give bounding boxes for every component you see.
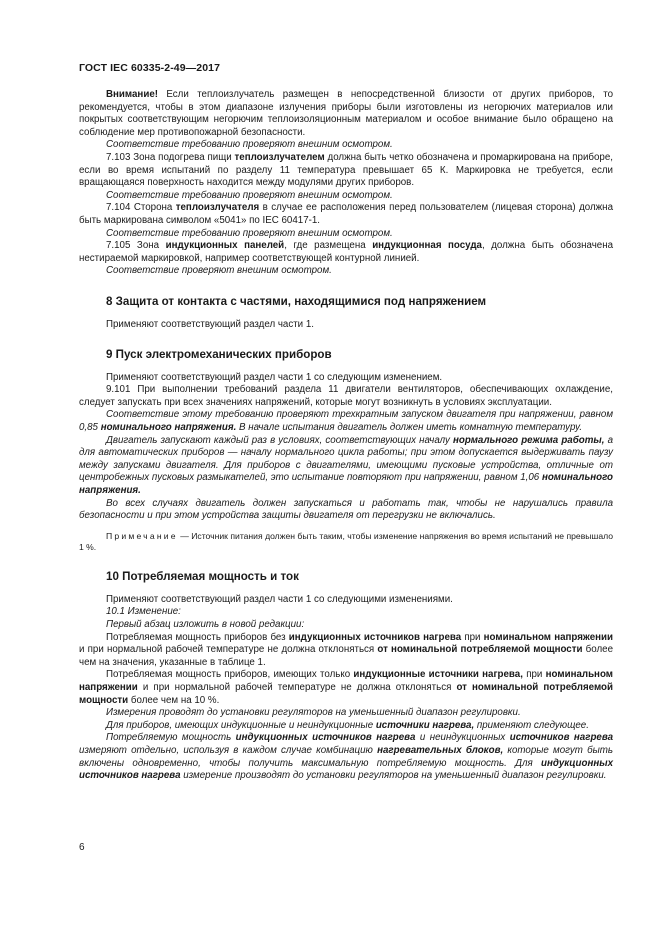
power-paragraph-d: Для приборов, имеющих индукционные и неиндукционные источники нагрева, применяют следующее. <box>106 719 589 731</box>
clause-7-105: 7.105 Зона индукционных панелей, где размещена индукционная посуда, должна быть обозначена нестираемой маркировкой, например соответствующей контурной линией. <box>79 240 614 264</box>
first-paragraph-instruction: Первый абзац изложить в новой редакции: <box>106 619 305 630</box>
standard-header: ГОСТ IEC 60335-2-49—2017 <box>79 62 221 74</box>
power-paragraph-b: Потребляемая мощность приборов, имеющих только индукционные источники нагрева, при номинальном напряжении и при нормальной рабочей температуре не должна отклоняться от номинальной потребляемой мощности более чем на 10 %. <box>79 669 613 706</box>
compliance-check-2: Соответствие требованию проверяют внешним осмотром. <box>106 189 393 201</box>
section-9-intro: Применяют соответствующий раздел части 1 со следующим изменением. <box>106 371 443 383</box>
clause-7-103: 7.103 Зона подогрева пищи теплоизлучателем должна быть четко обозначена и промаркирована на приборе, если во время испытаний по разделу 11 температура превышает 65 К. Маркировка не требуется, если вращающаяся поверхность находится между модулями других приборов. <box>79 151 613 189</box>
section-9-title: 9 Пуск электромеханических приборов <box>106 348 332 362</box>
compliance-check-3: Соответствие требованию проверяют внешним осмотром. <box>106 227 393 239</box>
note-label: Примечание <box>106 530 178 541</box>
power-paragraph-c: Измерения проводят до установки регуляторов на уменьшенный диапазон регулировки. <box>106 707 521 719</box>
note-9: Примечание — Источник питания должен быть таким, чтобы изменение напряжения во время испытаний не превышало 1 %. <box>79 530 613 553</box>
compliance-check-4: Соответствие проверяют внешним осмотром. <box>106 265 332 277</box>
clause-10-1: 10.1 Изменение: <box>106 606 181 618</box>
section-8-text: Применяют соответствующий раздел части 1. <box>106 318 314 330</box>
attention-paragraph: Внимание! Если теплоизлучатель размещен в непосредственной близости от других приборов, то рекомендуется, чтобы в этом диапазоне излучения приборы были изготовлены из негорючих материалов или покрытых соответствующим негорючим теплоизоляционным материалом и особое внимание было обращено на соблюдение мер противопожарной безопасности. <box>79 89 613 138</box>
compliance-9-2: Двигатель запускают каждый раз в условиях, соответствующих началу нормального режима работы, а для автоматических приборов — началу нормального цикла работы; при этом допускается выдерживать паузу между запусками двигателя. Для приборов с двигателями, имеющими пусковые устройства, отличные от центробежных пусковых размыкателей, это испытание повторяют при напряжении, равном 1,06 номинального напряжения. <box>79 434 613 497</box>
power-paragraph-a: Потребляемая мощность приборов без индукционных источников нагрева при номинальном напряжении и при нормальной рабочей температуре не должна отклоняться от номинальной потребляемой мощности более чем на значения, указанные в таблице 1. <box>79 631 613 668</box>
clause-9-101: 9.101 При выполнении требований раздела 11 двигатели вентиляторов, обеспечивающих охлаждение, следует запускать при всех значениях напряжений, которые могут возникнуть в условиях эксплуатации. <box>79 384 613 408</box>
section-10-title: 10 Потребляемая мощность и ток <box>106 570 299 584</box>
document-body <box>79 89 613 783</box>
power-paragraph-e: Потребляемую мощность индукционных источников нагрева и неиндукционных источников нагрева измеряют отдельно, используя в каждом случае комбинацию нагревательных блоков, которые могут быть включены одновременно, чтобы получить максимальную потребляемую мощность. Для индукционных источников нагрева измерение производят до установки регуляторов на уменьшенный диапазон регулировки. <box>79 732 614 782</box>
compliance-check-1: Соответствие требованию проверяют внешним осмотром. <box>106 139 393 151</box>
compliance-9-3: Во всех случаях двигатель должен запускаться и работать так, чтобы не нарушались правила безопасности и при этом устройства защиты двигателя от перегрузки не включались. <box>79 497 613 522</box>
section-10-intro: Применяют соответствующий раздел части 1 со следующими изменениями. <box>106 593 453 605</box>
section-8-title: 8 Защита от контакта с частями, находящимися под напряжением <box>106 294 487 308</box>
page-number: 6 <box>79 842 85 853</box>
clause-7-104: 7.104 Сторона теплоизлучателя в случае ее расположения перед пользователем (лицевая сторона) должна быть маркирована символом «5041» по IEC 60417-1. <box>79 202 613 226</box>
attention-lead: Внимание! <box>106 89 158 100</box>
compliance-9-1: Соответствие этому требованию проверяют трехкратным запуском двигателя при напряжении, равном 0,85 номинального напряжения. В начале испытания двигатель должен иметь комнатную температуру. <box>79 409 613 434</box>
